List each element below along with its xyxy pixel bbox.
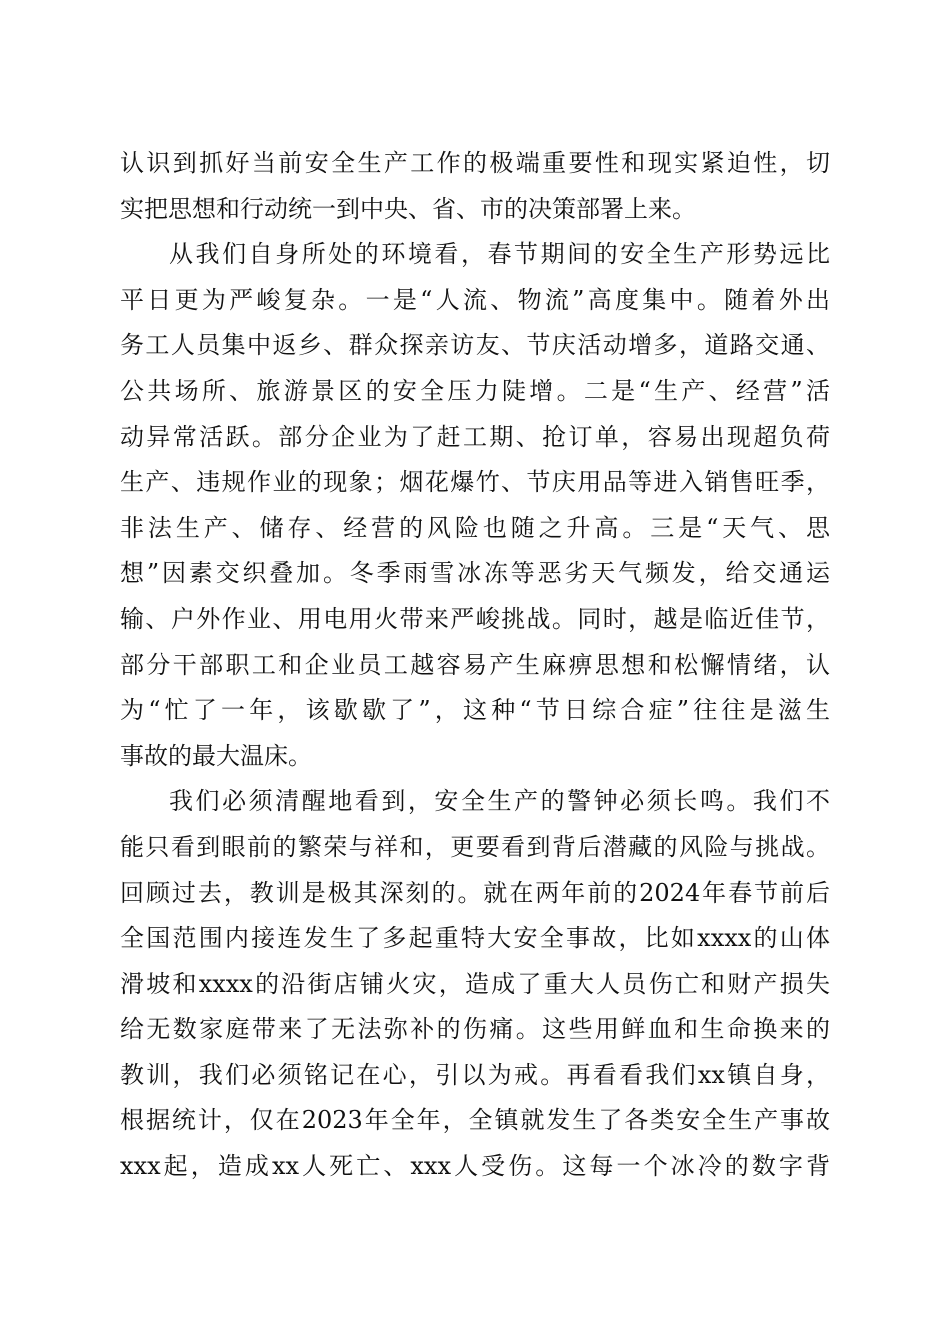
text-line: 输、户外作业、用电用火带来严峻挑战。同时，越是临近佳节， <box>120 604 830 633</box>
text-line: 平日更为严峻复杂。一是“人流、物流”高度集中。随着外出 <box>120 285 830 314</box>
text-line: 给无数家庭带来了无法弥补的伤痛。这些用鲜血和生命换来的 <box>120 1015 830 1044</box>
text-line: 为“忙了一年，该歇歇了”，这种“节日综合症”往往是滋生 <box>120 696 830 725</box>
paragraph <box>120 145 830 236</box>
text-line: 根据统计，仅在2023年全年，全镇就发生了各类安全生产事故 <box>120 1106 830 1135</box>
text-line: 教训，我们必须铭记在心，引以为戒。再看看我们xx镇自身， <box>120 1060 830 1089</box>
text-line: 务工人员集中返乡、群众探亲访友、节庆活动增多，道路交通、 <box>120 331 830 360</box>
text-line: xxx起，造成xx人死亡、xxx人受伤。这每一个冰冷的数字背 <box>120 1152 830 1181</box>
text-line: 回顾过去，教训是极其深刻的。就在两年前的2024年春节前后 <box>120 878 830 907</box>
paragraph <box>120 236 830 783</box>
document-page <box>120 145 830 1194</box>
text-line: 全国范围内接连发生了多起重特大安全事故，比如xxxx的山体 <box>120 924 830 953</box>
text-line: 部分干部职工和企业员工越容易产生麻痹思想和松懈情绪，认 <box>120 650 830 679</box>
text-line: 实把思想和行动统一到中央、省、市的决策部署上来。 <box>120 194 696 223</box>
text-line: 动异常活跃。部分企业为了赶工期、抢订单，容易出现超负荷 <box>120 422 830 451</box>
text-line: 想”因素交织叠加。冬季雨雪冰冻等恶劣天气频发，给交通运 <box>120 559 830 588</box>
text-line: 事故的最大温床。 <box>120 741 312 770</box>
text-line: 从我们自身所处的环境看，春节期间的安全生产形势远比 <box>169 240 830 269</box>
text-line: 能只看到眼前的繁荣与祥和，更要看到背后潜藏的风险与挑战。 <box>120 832 830 861</box>
text-line: 我们必须清醒地看到，安全生产的警钟必须长鸣。我们不 <box>169 787 830 816</box>
text-line: 非法生产、储存、经营的风险也随之升高。三是“天气、思 <box>120 513 830 542</box>
paragraph <box>120 783 830 1193</box>
text-line: 生产、违规作业的现象；烟花爆竹、节庆用品等进入销售旺季， <box>120 468 830 497</box>
text-line: 认识到抓好当前安全生产工作的极端重要性和现实紧迫性，切 <box>120 149 830 177</box>
text-line: 滑坡和xxxx的沿街店铺火灾，造成了重大人员伤亡和财产损失 <box>120 969 830 998</box>
text-line: 公共场所、旅游景区的安全压力陡增。二是“生产、经营”活 <box>120 376 830 405</box>
